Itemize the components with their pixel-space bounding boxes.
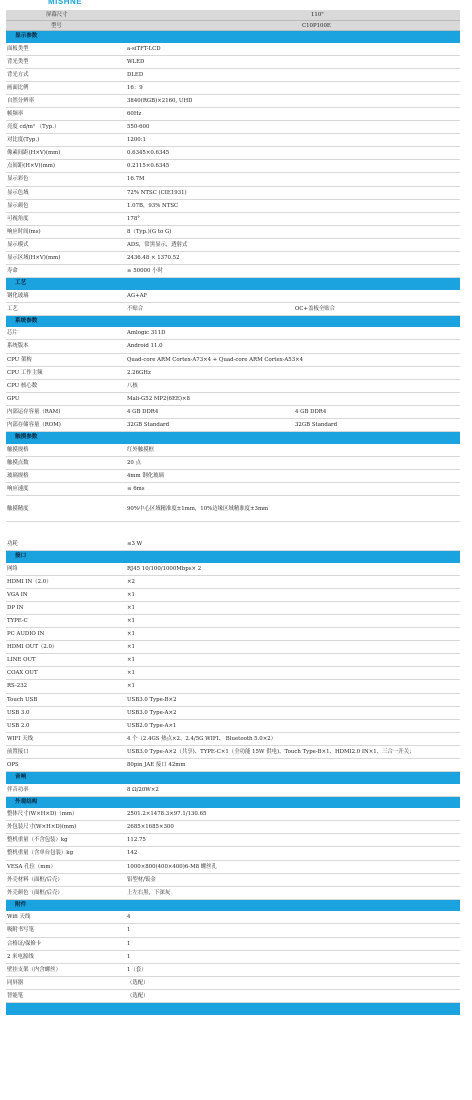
spec-row bbox=[6, 43, 460, 56]
spec-row bbox=[6, 160, 460, 173]
spec-value: ×1 bbox=[127, 670, 135, 677]
spec-key: 整机重量（含单台包装）kg bbox=[7, 850, 74, 857]
spec-value: 16：9 bbox=[127, 84, 143, 91]
spec-row bbox=[6, 977, 460, 990]
spec-value: 72% NTSC (CIE1931) bbox=[127, 189, 187, 196]
spec-value: ×1 bbox=[127, 683, 135, 690]
header-value: 110" bbox=[311, 12, 324, 18]
spec-row bbox=[6, 602, 460, 615]
spec-key: 外壳材料（面框/后壳） bbox=[7, 876, 63, 883]
spec-row bbox=[6, 354, 460, 367]
spec-row bbox=[6, 990, 460, 1003]
spec-key: CPU 工作主频 bbox=[7, 369, 43, 376]
spec-key: GPU bbox=[7, 395, 20, 402]
section-title: 工艺 bbox=[15, 280, 27, 287]
spec-row bbox=[6, 576, 460, 589]
spec-row bbox=[6, 419, 460, 432]
spec-value: 4mm 钢化玻璃 bbox=[127, 472, 164, 479]
spec-value: 上左右黑，下深灰 bbox=[127, 889, 171, 896]
spec-row bbox=[6, 628, 460, 641]
spec-key: 面板类型 bbox=[7, 45, 29, 52]
spec-value-alt: OC+盖板全贴合 bbox=[295, 305, 336, 312]
spec-row bbox=[6, 213, 460, 226]
spec-value: 2436.48 × 1370.52 bbox=[127, 255, 180, 261]
spec-key: Wifi 天线 bbox=[7, 914, 31, 921]
spec-key: HDMI IN（2.0） bbox=[7, 578, 52, 585]
spec-key: 前置接口 bbox=[7, 748, 29, 755]
spec-key: 壁挂支架（内含螺丝） bbox=[7, 966, 61, 973]
spec-row bbox=[6, 847, 460, 860]
spec-row bbox=[6, 457, 460, 470]
section-gap bbox=[6, 522, 460, 538]
spec-value: 4 GB DDR4 bbox=[127, 408, 159, 415]
spec-value: 1 bbox=[127, 940, 131, 947]
spec-key: 功耗 bbox=[7, 541, 18, 547]
spec-key: 显示色域 bbox=[7, 189, 29, 196]
spec-value: 550-600 bbox=[127, 124, 150, 131]
section-header bbox=[6, 797, 460, 809]
spec-value: Quad-core ARM Cortex-A73×4 + Quad-core ARM Cortex-A53×4 bbox=[127, 356, 304, 363]
spec-key: 对比度(Typ.) bbox=[7, 137, 40, 144]
spec-value: 不贴合 bbox=[127, 305, 144, 312]
spec-row bbox=[6, 496, 460, 522]
spec-row bbox=[6, 108, 460, 121]
spec-row bbox=[6, 56, 460, 69]
spec-row bbox=[6, 538, 460, 551]
spec-key: 智能笔 bbox=[7, 992, 24, 999]
spec-key: 触摸规格 bbox=[7, 446, 29, 453]
spec-key: LINE OUT bbox=[7, 657, 36, 664]
spec-key: 响应时间(ms) bbox=[7, 228, 41, 235]
spec-value: ×1 bbox=[127, 631, 135, 638]
spec-key: 显示颜色 bbox=[7, 202, 29, 209]
spec-row bbox=[6, 861, 460, 874]
spec-key: 自然分辨率 bbox=[7, 97, 34, 104]
spec-value: WLED bbox=[127, 58, 145, 65]
section-title: 接口 bbox=[15, 553, 27, 560]
spec-value: AG+AF bbox=[127, 292, 148, 299]
spec-key: COAX OUT bbox=[7, 670, 38, 677]
spec-row bbox=[6, 589, 460, 602]
spec-value: 2501.2×1478.3×97.1/130.65 bbox=[127, 811, 207, 818]
spec-key: 背光类型 bbox=[7, 58, 29, 65]
spec-value: 90%中心区域精准度±1mm，10%边缘区域精准度±3mm bbox=[127, 506, 269, 512]
spec-row bbox=[6, 654, 460, 667]
spec-value: ×1 bbox=[127, 604, 135, 611]
spec-value: 八核 bbox=[127, 382, 138, 389]
spec-row bbox=[6, 874, 460, 887]
section-header bbox=[6, 551, 460, 563]
spec-value: ≤3 W bbox=[127, 541, 143, 547]
spec-key: DP IN bbox=[7, 604, 24, 611]
spec-value: 1（套） bbox=[127, 966, 147, 973]
spec-key: 像素间距(H×V)(mm) bbox=[7, 150, 61, 157]
spec-row bbox=[6, 265, 460, 278]
spec-value: ≥ 50000 小时 bbox=[127, 268, 163, 275]
spec-value: 20 点 bbox=[127, 459, 141, 466]
spec-value: USB3.0 Type-A×2（共享)、TYPE-C×1（全功能 15W 供电)、Touch Type-B×1、HDMI2.0 IN×1、三合一开关； bbox=[127, 748, 415, 755]
spec-key: OPS bbox=[7, 762, 19, 768]
spec-row bbox=[6, 667, 460, 680]
spec-value: RJ45 10/100/1000Mbps× 2 bbox=[127, 565, 202, 572]
spec-key: 响应速度 bbox=[7, 485, 29, 492]
header-row-model bbox=[6, 21, 460, 32]
spec-row bbox=[6, 911, 460, 924]
spec-row bbox=[6, 173, 460, 186]
section-title: 附件 bbox=[15, 901, 27, 908]
spec-row bbox=[6, 821, 460, 834]
spec-row bbox=[6, 707, 460, 720]
spec-value: 4 bbox=[127, 914, 131, 921]
spec-row bbox=[6, 290, 460, 303]
spec-row bbox=[6, 964, 460, 977]
spec-row bbox=[6, 406, 460, 419]
brand-logo: MISHNE bbox=[48, 0, 83, 6]
section-title: 触摸参数 bbox=[15, 434, 38, 441]
spec-key: 内部运存容量（RAM) bbox=[7, 408, 61, 415]
spec-value: ×1 bbox=[127, 617, 135, 624]
spec-value: 60Hz bbox=[127, 110, 142, 117]
spec-key: 合格证/保修卡 bbox=[7, 940, 42, 947]
spec-key: 显示模式 bbox=[7, 241, 29, 248]
spec-value: 178° bbox=[127, 215, 140, 222]
spec-row bbox=[6, 951, 460, 964]
spec-key: CPU 架构 bbox=[7, 356, 32, 363]
spec-key: 内部存储容量（ROM) bbox=[7, 422, 61, 429]
spec-row bbox=[6, 759, 460, 772]
spec-key: 点间距(H×V)(mm) bbox=[7, 163, 55, 170]
spec-key: VGA IN bbox=[7, 591, 28, 598]
spec-row bbox=[6, 147, 460, 160]
header-key: 型号 bbox=[51, 22, 62, 29]
spec-key: 触摸精度 bbox=[7, 506, 29, 512]
spec-value: 16.7M bbox=[127, 176, 145, 183]
spec-row bbox=[6, 187, 460, 200]
spec-key: 外包装尺寸(W×H×D)(mm) bbox=[7, 824, 77, 831]
spec-row bbox=[6, 226, 460, 239]
spec-value: 0.6345×0.6345 bbox=[127, 150, 170, 157]
spec-key: 芯片 bbox=[7, 330, 18, 337]
section-header bbox=[6, 316, 460, 328]
spec-value: 32GB Standard bbox=[127, 422, 170, 429]
spec-row bbox=[6, 615, 460, 628]
spec-value: 8（Typ.)(G to G) bbox=[127, 228, 172, 235]
spec-sheet bbox=[6, 10, 460, 1015]
spec-key: 工艺 bbox=[7, 305, 18, 312]
section-title: 外观结构 bbox=[15, 798, 38, 805]
spec-key: Touch USB bbox=[7, 696, 38, 703]
section-header bbox=[6, 278, 460, 290]
spec-row bbox=[6, 733, 460, 746]
spec-value: 80pin JAE 接口 42mm bbox=[127, 762, 186, 768]
header-row-size bbox=[6, 10, 460, 21]
spec-value-alt: 4 GB DDR4 bbox=[295, 408, 327, 415]
spec-key: PC AUDIO IN bbox=[7, 631, 45, 638]
spec-value: 3840(RGB)×2160, UHD bbox=[127, 97, 193, 104]
spec-key: VESA 孔位（mm） bbox=[7, 863, 56, 870]
spec-row bbox=[6, 924, 460, 937]
spec-value: Mali-G52 MP2(6EE)×8 bbox=[127, 395, 190, 402]
section-header bbox=[6, 31, 460, 43]
spec-value: 1 bbox=[127, 953, 131, 960]
section-header bbox=[6, 772, 460, 784]
spec-key: 系统版本 bbox=[7, 343, 29, 350]
spec-value: DLED bbox=[127, 71, 144, 78]
spec-value: ×1 bbox=[127, 591, 135, 598]
spec-value: USB2.0 Type-A×1 bbox=[127, 722, 177, 729]
spec-row bbox=[6, 808, 460, 821]
spec-row bbox=[6, 641, 460, 654]
spec-row bbox=[6, 340, 460, 353]
spec-row bbox=[6, 367, 460, 380]
header-value: C10P100E bbox=[302, 22, 331, 29]
section-title: 显示参数 bbox=[15, 33, 38, 39]
spec-row bbox=[6, 784, 460, 797]
spec-key: 触摸点数 bbox=[7, 459, 29, 466]
spec-key: 亮度 cd/m² （Typ.） bbox=[7, 124, 60, 131]
spec-row bbox=[6, 69, 460, 82]
spec-value: ×1 bbox=[127, 644, 135, 651]
spec-row bbox=[6, 694, 460, 707]
spec-key: 可视角度 bbox=[7, 215, 29, 222]
spec-value: ×1 bbox=[127, 657, 135, 664]
spec-row bbox=[6, 563, 460, 576]
spec-key: 显示区域(H×V)(mm) bbox=[7, 255, 61, 261]
spec-value-alt: 32GB Standard bbox=[295, 422, 338, 429]
spec-key: HDMI OUT（2.0） bbox=[7, 644, 58, 651]
spec-value: 红外触摸框 bbox=[127, 446, 154, 453]
spec-key: 外壳颜色（面框/后壳） bbox=[7, 889, 63, 896]
section-title: 音响 bbox=[15, 774, 27, 781]
spec-key: USB 3.0 bbox=[7, 709, 30, 716]
spec-row bbox=[6, 746, 460, 759]
spec-key: 画面比例 bbox=[7, 84, 29, 91]
spec-row bbox=[6, 720, 460, 733]
spec-key: 整机重量（不含包装）kg bbox=[7, 837, 68, 844]
spec-value: 142 bbox=[127, 850, 138, 857]
spec-key: 网络 bbox=[7, 565, 18, 572]
spec-key: TYPE-C bbox=[7, 617, 28, 624]
spec-key: 寿命 bbox=[7, 268, 18, 275]
spec-row bbox=[6, 380, 460, 393]
spec-value: a-siTFT-LCD bbox=[127, 45, 161, 52]
spec-key: 2 米电源线 bbox=[7, 953, 34, 960]
header-key: 屏幕尺寸 bbox=[46, 12, 68, 18]
spec-row bbox=[6, 834, 460, 847]
spec-key: RS-232 bbox=[7, 683, 28, 690]
spec-key: USB 2.0 bbox=[7, 722, 30, 729]
spec-key: 背光方式 bbox=[7, 71, 29, 78]
footer-bar bbox=[6, 1003, 460, 1015]
spec-value: 1.07B，93% NTSC bbox=[127, 202, 179, 209]
section-header bbox=[6, 432, 460, 444]
spec-value: 1200:1 bbox=[127, 137, 146, 144]
spec-key: CPU 核心数 bbox=[7, 382, 38, 389]
spec-value: 1000×800(400×400)6-M8 螺丝孔 bbox=[127, 863, 217, 870]
spec-value: 0.2115×0.6345 bbox=[127, 163, 170, 170]
spec-value: （选配） bbox=[127, 979, 149, 986]
spec-value: ≤ 6ms bbox=[127, 485, 145, 492]
spec-row bbox=[6, 444, 460, 457]
spec-value: Amlogic 311D bbox=[127, 330, 166, 337]
spec-value: 铝型材/钣金 bbox=[127, 876, 156, 883]
spec-value: USB3.0 Type-B×2 bbox=[127, 696, 177, 703]
spec-value: 8 Ω/20W×2 bbox=[127, 786, 159, 793]
spec-row bbox=[6, 393, 460, 406]
spec-value: ×2 bbox=[127, 578, 135, 585]
spec-row bbox=[6, 887, 460, 900]
spec-key: 显示彩色 bbox=[7, 176, 29, 183]
spec-key: 帧频率 bbox=[7, 110, 24, 117]
spec-key: 伴音功率 bbox=[7, 786, 29, 793]
spec-row bbox=[6, 252, 460, 265]
spec-key: 整体尺寸(W×H×D)（mm） bbox=[7, 811, 78, 818]
spec-row bbox=[6, 121, 460, 134]
spec-value: Android 11.0 bbox=[127, 343, 163, 350]
spec-row bbox=[6, 327, 460, 340]
section-header bbox=[6, 900, 460, 912]
spec-row bbox=[6, 239, 460, 252]
spec-row bbox=[6, 303, 460, 316]
spec-row bbox=[6, 200, 460, 213]
spec-row bbox=[6, 483, 460, 496]
spec-key: 钢化玻璃 bbox=[7, 292, 29, 299]
spec-value: ADS，常黑显示，透射式 bbox=[127, 241, 188, 248]
spec-row bbox=[6, 470, 460, 483]
spec-value: 112.75 bbox=[127, 837, 146, 844]
spec-value: 4 个（2.4GS 热点×2、2.4/5G WIFI、 Bluetooth 5.0×2） bbox=[127, 735, 277, 742]
spec-row bbox=[6, 82, 460, 95]
spec-row bbox=[6, 680, 460, 693]
spec-row bbox=[6, 134, 460, 147]
spec-value: USB3.0 Type-A×2 bbox=[127, 709, 177, 716]
spec-key: 玻璃规格 bbox=[7, 472, 29, 479]
spec-key: 吸附书写笔 bbox=[7, 927, 34, 934]
spec-value: 1 bbox=[127, 927, 131, 934]
spec-value: 2.26GHz bbox=[127, 369, 151, 376]
spec-row bbox=[6, 938, 460, 951]
section-title: 系统参数 bbox=[15, 317, 38, 324]
spec-row bbox=[6, 95, 460, 108]
spec-value: 2685×1685×300 bbox=[127, 824, 174, 831]
spec-key: 同屏器 bbox=[7, 979, 24, 986]
spec-key: WIFI 天线 bbox=[7, 735, 34, 742]
spec-value: （选配） bbox=[127, 992, 149, 999]
